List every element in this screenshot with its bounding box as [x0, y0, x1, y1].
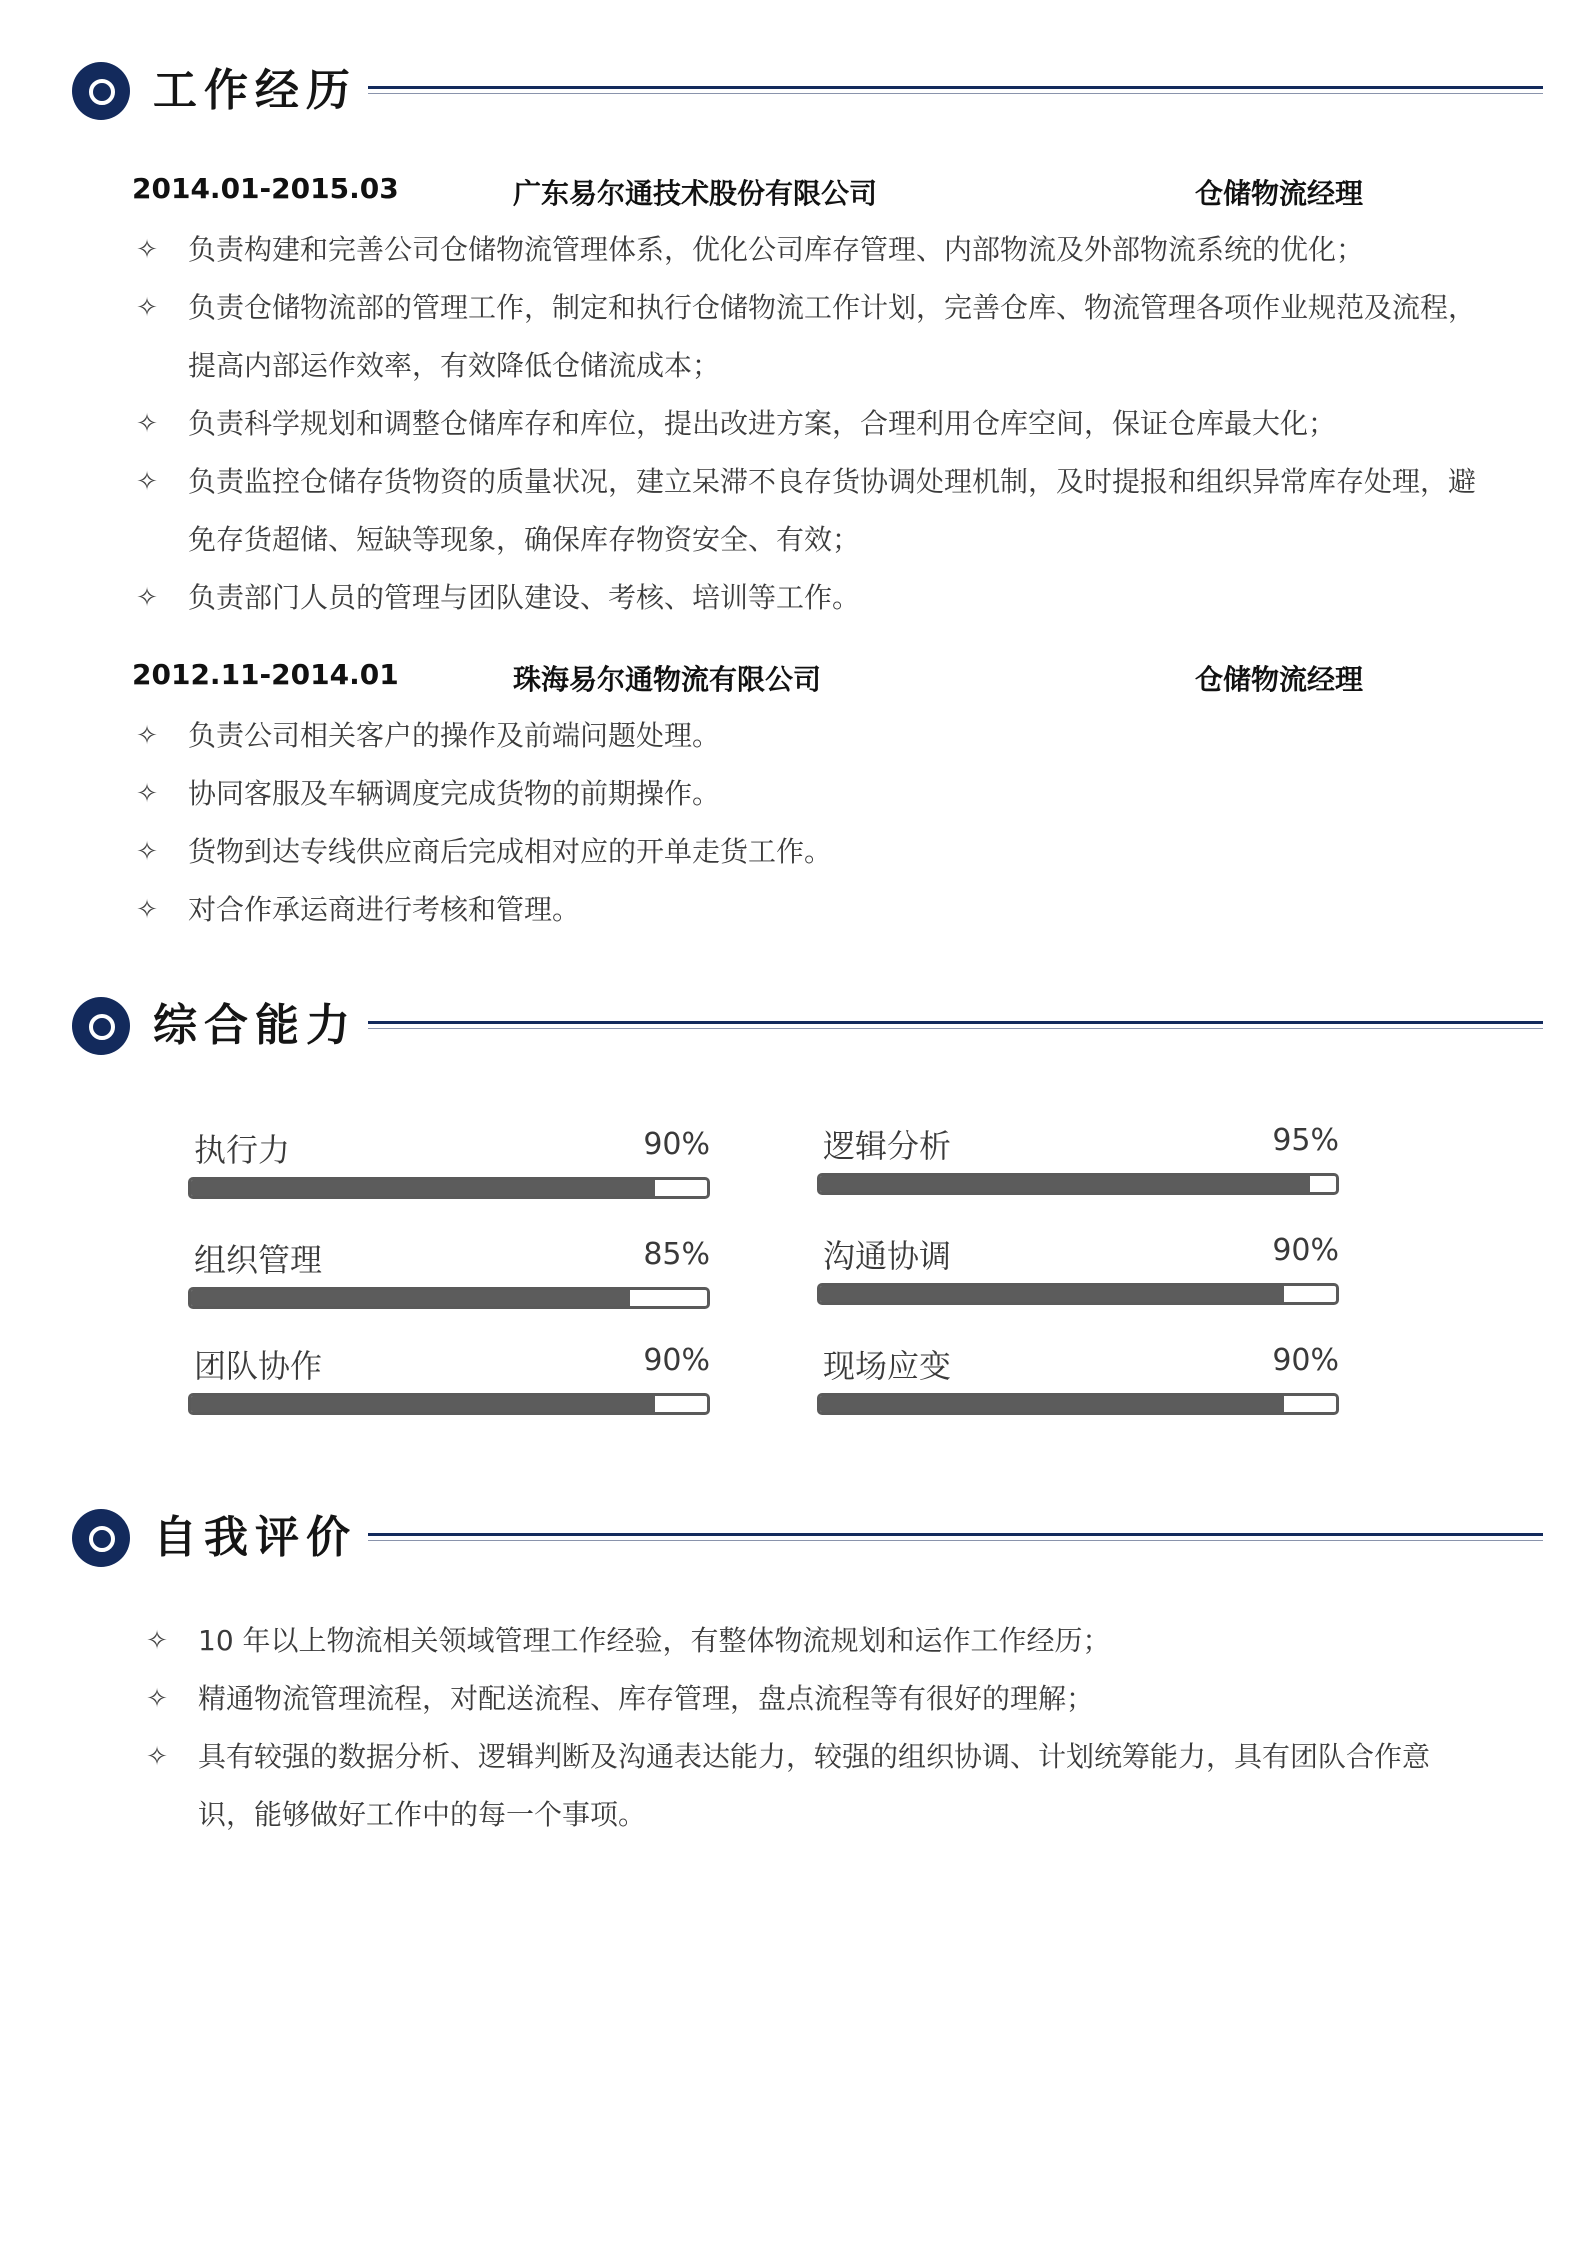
bullet-icon: ✧ — [136, 467, 158, 497]
bullet-icon: ✧ — [136, 583, 158, 613]
skill-percent: 90% — [643, 1127, 710, 1162]
list-item: ✧ 负责科学规划和调整仓储库存和库位，提出改进方案，合理利用仓库空间，保证仓库最大化； — [132, 395, 1492, 453]
skill-bar-fill — [191, 1396, 655, 1412]
bullet-icon: ✧ — [136, 779, 158, 809]
list-item: ✧ 货物到达专线供应商后完成相对应的开单走货工作。 — [132, 823, 1492, 881]
skill-bar — [817, 1173, 1339, 1195]
job-duties-list — [132, 221, 1492, 627]
job-duties-list — [132, 707, 1492, 939]
skill-percent: 90% — [643, 1343, 710, 1378]
skill-bar — [188, 1287, 710, 1309]
self-eval-section-header — [72, 1509, 1587, 1573]
skill-percent: 85% — [643, 1237, 710, 1272]
list-item: ✧ 负责监控仓储存货物资的质量状况，建立呆滞不良存货协调处理机制，及时提报和组织异常库存处理，避免存货超储、短缺等现象，确保库存物资安全、有效； — [132, 453, 1492, 569]
skill-percent: 90% — [1272, 1233, 1339, 1268]
section-divider — [368, 86, 1543, 94]
self-eval-list — [142, 1612, 1482, 1844]
list-item: ✧ 对合作承运商进行考核和管理。 — [132, 881, 1492, 939]
skill-item — [188, 1235, 710, 1315]
job-period: 2012.11-2014.01 — [132, 658, 399, 691]
skill-name: 现场应变 — [823, 1347, 952, 1385]
skill-bar-fill — [191, 1290, 630, 1306]
section-divider — [368, 1021, 1543, 1029]
list-item: ✧ 负责公司相关客户的操作及前端问题处理。 — [132, 707, 1492, 765]
skill-bar-fill — [191, 1180, 655, 1196]
skill-percent: 90% — [1272, 1343, 1339, 1378]
skill-bar-fill — [820, 1396, 1284, 1412]
skill-name: 执行力 — [194, 1131, 291, 1169]
bullet-icon: ✧ — [136, 721, 158, 751]
bullet-icon: ✧ — [146, 1626, 168, 1656]
bullet-icon: ✧ — [136, 235, 158, 265]
bullet-icon: ✧ — [146, 1742, 168, 1772]
job-position: 仓储物流经理 — [1195, 177, 1364, 210]
skill-bar-fill — [820, 1286, 1284, 1302]
skill-item — [817, 1121, 1339, 1201]
skill-percent: 95% — [1272, 1123, 1339, 1158]
skill-bar — [188, 1393, 710, 1415]
work-section-header — [72, 62, 1587, 126]
bullet-icon: ✧ — [136, 409, 158, 439]
skill-item — [188, 1341, 710, 1421]
list-item: ✧ 精通物流管理流程，对配送流程、库存管理，盘点流程等有很好的理解； — [142, 1670, 1482, 1728]
list-item: ✧ 10 年以上物流相关领域管理工作经验，有整体物流规划和运作工作经历； — [142, 1612, 1482, 1670]
job-company: 珠海易尔通物流有限公司 — [513, 663, 822, 696]
skill-bar-fill — [820, 1176, 1310, 1192]
job-position: 仓储物流经理 — [1195, 663, 1364, 696]
skills-section-header — [72, 997, 1587, 1061]
bullet-icon: ✧ — [136, 895, 158, 925]
skill-name: 逻辑分析 — [823, 1127, 952, 1165]
list-item: ✧ 具有较强的数据分析、逻辑判断及沟通表达能力，较强的组织协调、计划统筹能力，具有团队合作意识，能够做好工作中的每一个事项。 — [142, 1728, 1482, 1844]
list-item: ✧ 负责部门人员的管理与团队建设、考核、培训等工作。 — [132, 569, 1492, 627]
skill-bar — [188, 1177, 710, 1199]
list-item: ✧ 负责构建和完善公司仓储物流管理体系，优化公司库存管理、内部物流及外部物流系统的优化； — [132, 221, 1492, 279]
skill-item — [188, 1125, 710, 1205]
section-divider — [368, 1533, 1543, 1541]
circle-icon — [72, 62, 130, 120]
circle-icon — [72, 997, 130, 1055]
list-item: ✧ 协同客服及车辆调度完成货物的前期操作。 — [132, 765, 1492, 823]
skill-item — [817, 1231, 1339, 1311]
bullet-icon: ✧ — [136, 293, 158, 323]
skill-item — [817, 1341, 1339, 1421]
section-title: 综合能力 — [153, 1000, 357, 1051]
skill-bar — [817, 1393, 1339, 1415]
skill-name: 团队协作 — [194, 1347, 323, 1385]
circle-icon — [72, 1509, 130, 1567]
job-company: 广东易尔通技术股份有限公司 — [513, 177, 878, 210]
bullet-icon: ✧ — [136, 837, 158, 867]
skill-name: 组织管理 — [194, 1241, 323, 1279]
job-period: 2014.01-2015.03 — [132, 172, 399, 205]
bullet-icon: ✧ — [146, 1684, 168, 1714]
list-item: ✧ 负责仓储物流部的管理工作，制定和执行仓储物流工作计划，完善仓库、物流管理各项作业规范及流程，提高内部运作效率，有效降低仓储流成本； — [132, 279, 1492, 395]
skill-bar — [817, 1283, 1339, 1305]
section-title: 自我评价 — [153, 1512, 357, 1563]
section-title: 工作经历 — [153, 65, 357, 116]
skill-name: 沟通协调 — [823, 1237, 952, 1275]
